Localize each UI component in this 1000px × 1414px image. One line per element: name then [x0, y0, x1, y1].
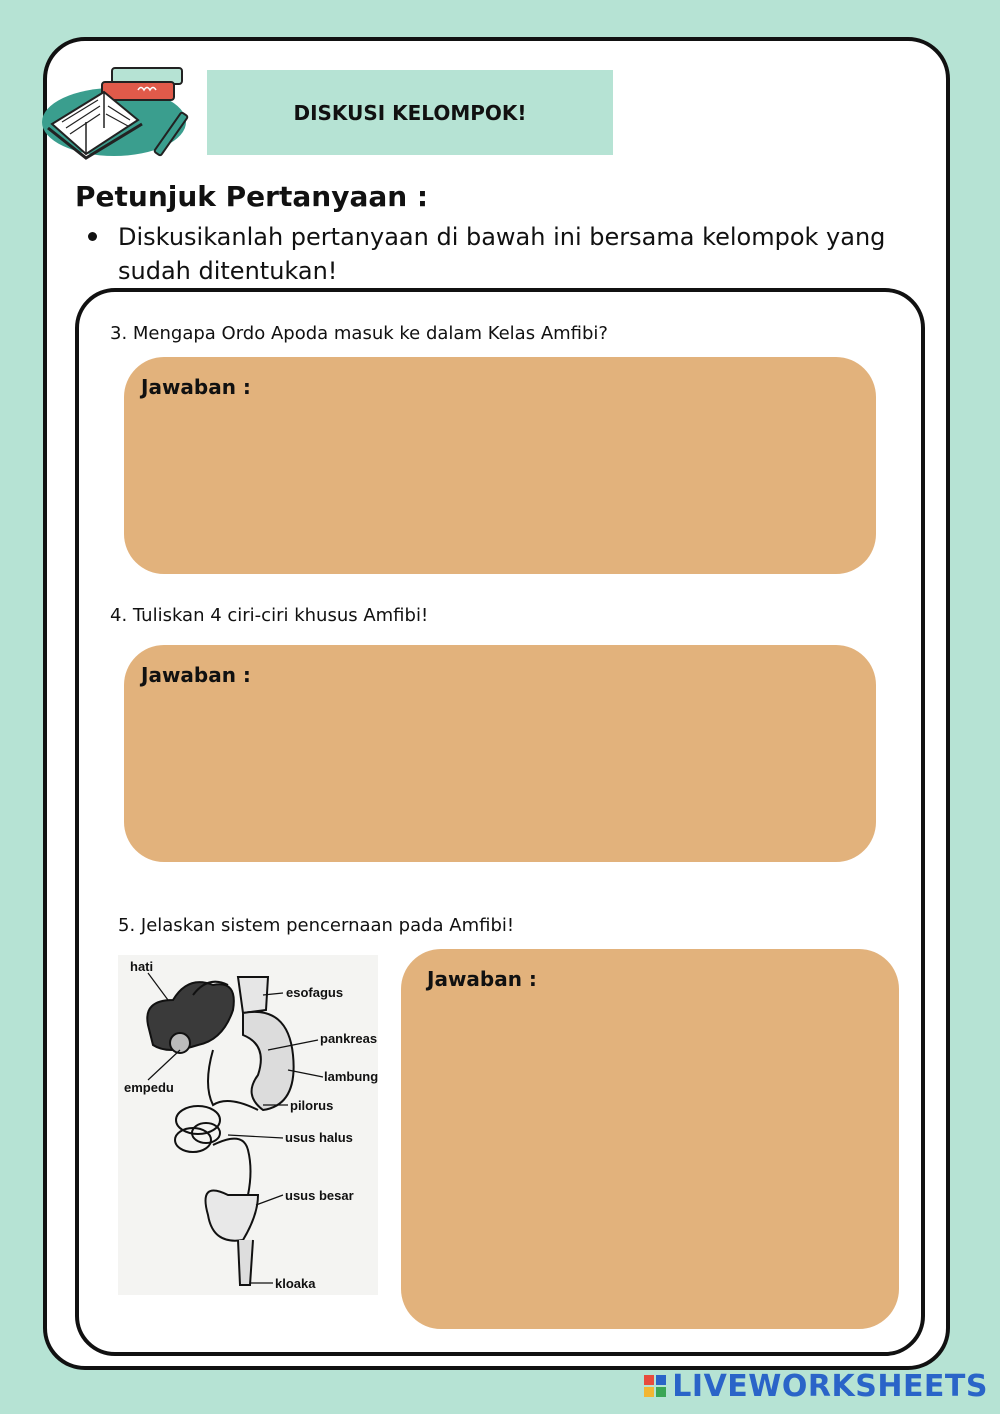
answer-label: Jawaban : [141, 663, 251, 687]
question-5-text: 5. Jelaskan sistem pencernaan pada Amfibi! [118, 915, 515, 936]
label-pankreas: pankreas [320, 1031, 378, 1046]
question-4-text: 4. Tuliskan 4 ciri-ciri khusus Amfibi! [110, 605, 429, 626]
bullet-dot-icon [88, 232, 97, 241]
label-lambung: lambung [324, 1069, 378, 1084]
book-illustration-icon [42, 62, 197, 162]
watermark-text: LIVEWORKSHEETS [672, 1368, 988, 1404]
digestive-system-diagram [118, 955, 378, 1295]
page-title-box [207, 70, 613, 155]
instruction-bullet-item [88, 220, 918, 288]
label-usus-halus: usus halus [285, 1130, 353, 1145]
answer-box-3[interactable] [124, 357, 876, 574]
page-title: DISKUSI KELOMPOK! [293, 100, 527, 125]
answer-box-5[interactable] [401, 949, 899, 1329]
instructions-heading: Petunjuk Pertanyaan : [75, 180, 429, 213]
label-pilorus: pilorus [290, 1098, 334, 1113]
label-empedu: empedu [124, 1080, 174, 1095]
label-esofagus: esofagus [286, 985, 344, 1000]
answer-label: Jawaban : [427, 967, 537, 991]
liveworksheets-watermark[interactable] [644, 1366, 988, 1406]
label-usus-besar: usus besar [285, 1188, 354, 1203]
instruction-text: Diskusikanlah pertanyaan di bawah ini bersama kelompok yang sudah ditentukan! [118, 223, 886, 285]
liveworksheets-logo-icon [644, 1375, 666, 1397]
answer-box-4[interactable] [124, 645, 876, 862]
question-3-text: 3. Mengapa Ordo Apoda masuk ke dalam Kelas Amfibi? [110, 323, 608, 344]
label-hati: hati [130, 959, 154, 974]
answer-label: Jawaban : [141, 375, 251, 399]
label-kloaka: kloaka [275, 1276, 316, 1291]
